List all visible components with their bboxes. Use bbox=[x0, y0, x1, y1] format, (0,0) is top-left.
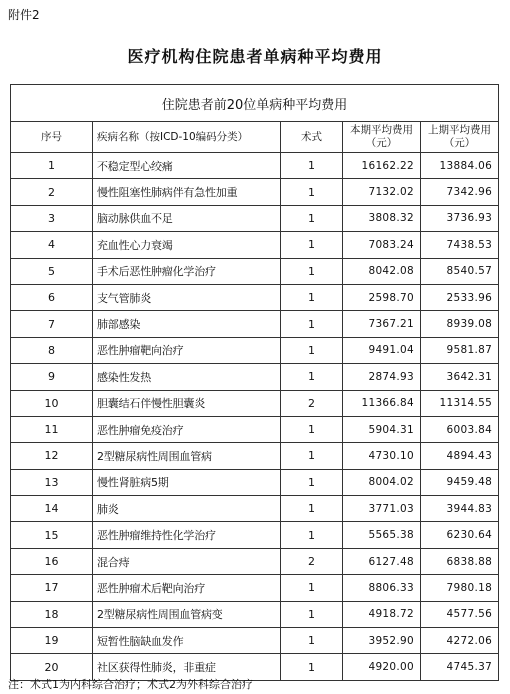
table-row bbox=[11, 179, 499, 205]
cell-seq: 4 bbox=[11, 232, 93, 258]
cell-disease-name: 恶性肿瘤维持性化学治疗 bbox=[93, 522, 281, 548]
cell-disease-name: 混合痔 bbox=[93, 548, 281, 574]
cell-procedure-type: 1 bbox=[281, 469, 343, 495]
cell-procedure-type: 1 bbox=[281, 364, 343, 390]
cell-current-fee: 2874.93 bbox=[343, 364, 421, 390]
cell-current-fee: 8042.08 bbox=[343, 258, 421, 284]
table-row bbox=[11, 416, 499, 442]
cell-seq: 16 bbox=[11, 548, 93, 574]
cell-seq: 20 bbox=[11, 654, 93, 680]
cell-previous-fee: 7342.96 bbox=[421, 179, 499, 205]
footnote: 注：术式1为内科综合治疗；术式2为外科综合治疗 bbox=[8, 678, 253, 691]
cell-seq: 18 bbox=[11, 601, 93, 627]
cell-disease-name: 肺部感染 bbox=[93, 311, 281, 337]
cell-disease-name: 支气管肺炎 bbox=[93, 284, 281, 310]
cell-procedure-type: 1 bbox=[281, 311, 343, 337]
table-row bbox=[11, 469, 499, 495]
cell-procedure-type: 1 bbox=[281, 496, 343, 522]
table-row bbox=[11, 575, 499, 601]
cell-previous-fee: 6838.88 bbox=[421, 548, 499, 574]
cell-current-fee: 4920.00 bbox=[343, 654, 421, 680]
cell-previous-fee: 3642.31 bbox=[421, 364, 499, 390]
cell-disease-name: 感染性发热 bbox=[93, 364, 281, 390]
cell-seq: 2 bbox=[11, 179, 93, 205]
cell-disease-name: 脑动脉供血不足 bbox=[93, 205, 281, 231]
cell-disease-name: 恶性肿瘤免疫治疗 bbox=[93, 416, 281, 442]
cell-procedure-type: 2 bbox=[281, 548, 343, 574]
cell-disease-name: 2型糖尿病性周围血管病 bbox=[93, 443, 281, 469]
document-title: 医疗机构住院患者单病种平均费用 bbox=[127, 47, 383, 66]
cell-procedure-type: 1 bbox=[281, 258, 343, 284]
cell-current-fee: 7132.02 bbox=[343, 179, 421, 205]
attachment-label: 附件2 bbox=[8, 8, 40, 22]
cell-current-fee: 3808.32 bbox=[343, 205, 421, 231]
cell-previous-fee: 3736.93 bbox=[421, 205, 499, 231]
cell-current-fee: 3771.03 bbox=[343, 496, 421, 522]
cell-current-fee: 4918.72 bbox=[343, 601, 421, 627]
cell-disease-name: 2型糖尿病性周围血管病变 bbox=[93, 601, 281, 627]
header-disease-name: 疾病名称（按ICD-10编码分类） bbox=[93, 122, 281, 153]
fee-table bbox=[10, 84, 499, 681]
cell-disease-name: 社区获得性肺炎，非重症 bbox=[93, 654, 281, 680]
cell-previous-fee: 4894.43 bbox=[421, 443, 499, 469]
table-caption: 住院患者前20位单病种平均费用 bbox=[11, 85, 499, 122]
header-current-fee-line2: （元） bbox=[365, 137, 398, 149]
cell-previous-fee: 13884.06 bbox=[421, 153, 499, 179]
cell-procedure-type: 1 bbox=[281, 232, 343, 258]
header-procedure-type: 术式 bbox=[281, 122, 343, 153]
table-row bbox=[11, 601, 499, 627]
table-row bbox=[11, 548, 499, 574]
cell-procedure-type: 2 bbox=[281, 390, 343, 416]
cell-previous-fee: 8939.08 bbox=[421, 311, 499, 337]
cell-current-fee: 11366.84 bbox=[343, 390, 421, 416]
cell-disease-name: 慢性肾脏病5期 bbox=[93, 469, 281, 495]
cell-previous-fee: 4745.37 bbox=[421, 654, 499, 680]
cell-current-fee: 7083.24 bbox=[343, 232, 421, 258]
cell-seq: 13 bbox=[11, 469, 93, 495]
table-row bbox=[11, 284, 499, 310]
table-row bbox=[11, 390, 499, 416]
cell-current-fee: 8806.33 bbox=[343, 575, 421, 601]
header-current-fee-line1: 本期平均费用 bbox=[350, 124, 413, 136]
cell-previous-fee: 9581.87 bbox=[421, 337, 499, 363]
cell-disease-name: 充血性心力衰竭 bbox=[93, 232, 281, 258]
cell-disease-name: 短暂性脑缺血发作 bbox=[93, 628, 281, 654]
cell-current-fee: 7367.21 bbox=[343, 311, 421, 337]
table-row bbox=[11, 628, 499, 654]
cell-procedure-type: 1 bbox=[281, 575, 343, 601]
cell-disease-name: 胆囊结石伴慢性胆囊炎 bbox=[93, 390, 281, 416]
table-row bbox=[11, 364, 499, 390]
table-row bbox=[11, 311, 499, 337]
table-row bbox=[11, 153, 499, 179]
cell-previous-fee: 7438.53 bbox=[421, 232, 499, 258]
cell-current-fee: 3952.90 bbox=[343, 628, 421, 654]
cell-disease-name: 不稳定型心绞痛 bbox=[93, 153, 281, 179]
cell-previous-fee: 6230.64 bbox=[421, 522, 499, 548]
cell-current-fee: 8004.02 bbox=[343, 469, 421, 495]
cell-current-fee: 2598.70 bbox=[343, 284, 421, 310]
cell-previous-fee: 11314.55 bbox=[421, 390, 499, 416]
cell-previous-fee: 2533.96 bbox=[421, 284, 499, 310]
header-previous-fee bbox=[421, 122, 499, 153]
cell-seq: 1 bbox=[11, 153, 93, 179]
table-row bbox=[11, 522, 499, 548]
header-current-fee bbox=[343, 122, 421, 153]
table-row bbox=[11, 443, 499, 469]
cell-procedure-type: 1 bbox=[281, 601, 343, 627]
cell-seq: 10 bbox=[11, 390, 93, 416]
cell-disease-name: 手术后恶性肿瘤化学治疗 bbox=[93, 258, 281, 284]
header-previous-fee-line1: 上期平均费用 bbox=[428, 124, 492, 136]
cell-seq: 8 bbox=[11, 337, 93, 363]
cell-previous-fee: 9459.48 bbox=[421, 469, 499, 495]
cell-previous-fee: 8540.57 bbox=[421, 258, 499, 284]
table-row bbox=[11, 232, 499, 258]
cell-current-fee: 5565.38 bbox=[343, 522, 421, 548]
cell-procedure-type: 1 bbox=[281, 284, 343, 310]
header-seq: 序号 bbox=[11, 122, 93, 153]
cell-seq: 11 bbox=[11, 416, 93, 442]
cell-seq: 6 bbox=[11, 284, 93, 310]
cell-procedure-type: 1 bbox=[281, 179, 343, 205]
cell-previous-fee: 6003.84 bbox=[421, 416, 499, 442]
cell-current-fee: 16162.22 bbox=[343, 153, 421, 179]
cell-current-fee: 9491.04 bbox=[343, 337, 421, 363]
table-row bbox=[11, 205, 499, 231]
table-row bbox=[11, 258, 499, 284]
cell-procedure-type: 1 bbox=[281, 416, 343, 442]
cell-previous-fee: 3944.83 bbox=[421, 496, 499, 522]
cell-procedure-type: 1 bbox=[281, 522, 343, 548]
cell-disease-name: 慢性阻塞性肺病伴有急性加重 bbox=[93, 179, 281, 205]
table-caption-row bbox=[11, 85, 499, 122]
cell-procedure-type: 1 bbox=[281, 628, 343, 654]
cell-seq: 19 bbox=[11, 628, 93, 654]
cell-seq: 7 bbox=[11, 311, 93, 337]
cell-seq: 14 bbox=[11, 496, 93, 522]
cell-seq: 17 bbox=[11, 575, 93, 601]
cell-seq: 15 bbox=[11, 522, 93, 548]
cell-previous-fee: 4272.06 bbox=[421, 628, 499, 654]
cell-procedure-type: 1 bbox=[281, 654, 343, 680]
header-previous-fee-line2: （元） bbox=[443, 137, 476, 149]
cell-current-fee: 4730.10 bbox=[343, 443, 421, 469]
cell-seq: 3 bbox=[11, 205, 93, 231]
cell-current-fee: 5904.31 bbox=[343, 416, 421, 442]
cell-seq: 5 bbox=[11, 258, 93, 284]
cell-seq: 9 bbox=[11, 364, 93, 390]
cell-previous-fee: 4577.56 bbox=[421, 601, 499, 627]
table-header-row bbox=[11, 122, 499, 153]
cell-procedure-type: 1 bbox=[281, 205, 343, 231]
cell-disease-name: 恶性肿瘤术后靶向治疗 bbox=[93, 575, 281, 601]
table-row bbox=[11, 337, 499, 363]
cell-procedure-type: 1 bbox=[281, 153, 343, 179]
cell-procedure-type: 1 bbox=[281, 443, 343, 469]
cell-disease-name: 恶性肿瘤靶向治疗 bbox=[93, 337, 281, 363]
cell-procedure-type: 1 bbox=[281, 337, 343, 363]
cell-previous-fee: 7980.18 bbox=[421, 575, 499, 601]
cell-disease-name: 肺炎 bbox=[93, 496, 281, 522]
cell-current-fee: 6127.48 bbox=[343, 548, 421, 574]
table-row bbox=[11, 496, 499, 522]
cell-seq: 12 bbox=[11, 443, 93, 469]
